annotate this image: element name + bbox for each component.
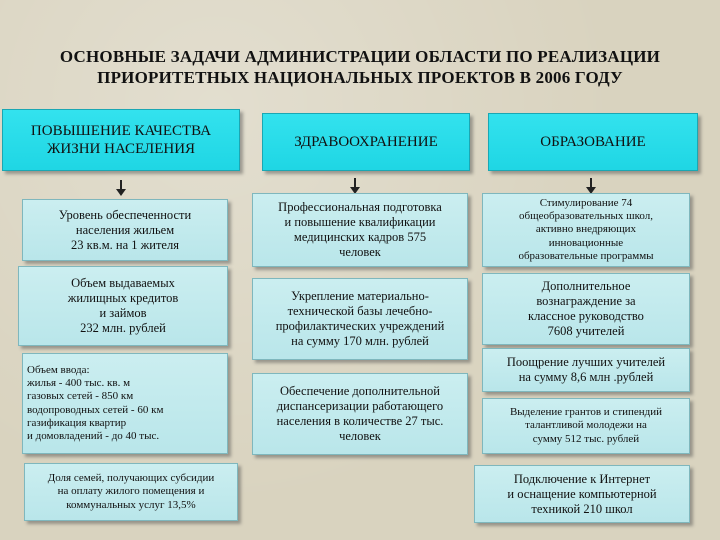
header-healthcare-label: ЗДРАВООХРАНЕНИЕ [294, 134, 438, 150]
quality-item-construction-volume [22, 353, 228, 454]
title-line-1: ОСНОВНЫЕ ЗАДАЧИ АДМИНИСТРАЦИИ ОБЛАСТИ ПО РЕАЛИЗАЦИИ [59, 47, 661, 66]
arrow-quality [120, 180, 122, 190]
edu-item-school-incentives [482, 193, 690, 267]
title-line-2: ПРИОРИТЕТНЫХ НАЦИОНАЛЬНЫХ ПРОЕКТОВ В 2006 ГОДУ [97, 68, 623, 87]
quality-item-housing-credits [18, 266, 228, 346]
health-item-training-text: Профессиональная подготовка и повышение квалификации медицинских кадров 575 человек [278, 200, 442, 259]
edu-item-school-incentives-text: Стимулирование 74 общеобразовательных школ, активно внедряющих инновационные образовательные программы [518, 197, 654, 262]
header-quality-of-life [2, 109, 240, 171]
quality-item-construction-volume-text: Объем ввода: жилья - 400 тыс. кв. м газовых сетей - 850 км водопроводных сетей - 60 км газификация квартир и домовладений - до 40 тыс. [27, 363, 164, 442]
quality-item-housing-level-text: Уровень обеспеченности населения жильем 23 кв.м. на 1 жителя [58, 207, 192, 252]
edu-item-internet [474, 465, 690, 523]
edu-item-internet-text: Подключение к Интернет и оснащение компьютерной техникой 210 школ [507, 471, 657, 516]
quality-item-subsidies-text: Доля семей, получающих субсидии на оплату жилого помещения и коммунальных услуг 13,5% [47, 472, 215, 511]
quality-item-subsidies [24, 463, 238, 521]
health-item-screening [252, 373, 468, 455]
quality-item-housing-level [22, 199, 228, 261]
page-title [10, 46, 710, 88]
edu-item-best-teachers-text: Поощрение лучших учителей на сумму 8,6 млн .рублей [506, 355, 666, 384]
header-education-label: ОБРАЗОВАНИЕ [540, 134, 646, 150]
edu-item-best-teachers [482, 348, 690, 392]
health-item-infrastructure [252, 278, 468, 360]
header-healthcare [262, 113, 470, 171]
arrow-education [590, 178, 592, 188]
edu-item-class-teacher-reward-text: Дополнительное вознаграждение за классное руководство 7608 учителей [528, 279, 644, 338]
edu-item-grants-text: Выделение грантов и стипендий талантливой молодежи на сумму 512 тыс. рублей [509, 406, 663, 445]
edu-item-class-teacher-reward [482, 273, 690, 345]
health-item-infrastructure-text: Укрепление материально- технической базы лечебно- профилактических учреждений на сумму 170 млн. рублей [275, 289, 445, 348]
edu-item-grants [482, 398, 690, 454]
arrow-healthcare [354, 178, 356, 188]
header-quality-of-life-label: ПОВЫШЕНИЕ КАЧЕСТВА ЖИЗНИ НАСЕЛЕНИЯ [30, 123, 212, 157]
quality-item-housing-credits-text: Объем выдаваемых жилищных кредитов и займов 232 млн. рублей [67, 276, 179, 335]
header-education [488, 113, 698, 171]
health-item-training [252, 193, 468, 267]
health-item-screening-text: Обеспечение дополнительной диспансеризации работающего населения в количестве 27 тыс. человек [276, 384, 444, 443]
